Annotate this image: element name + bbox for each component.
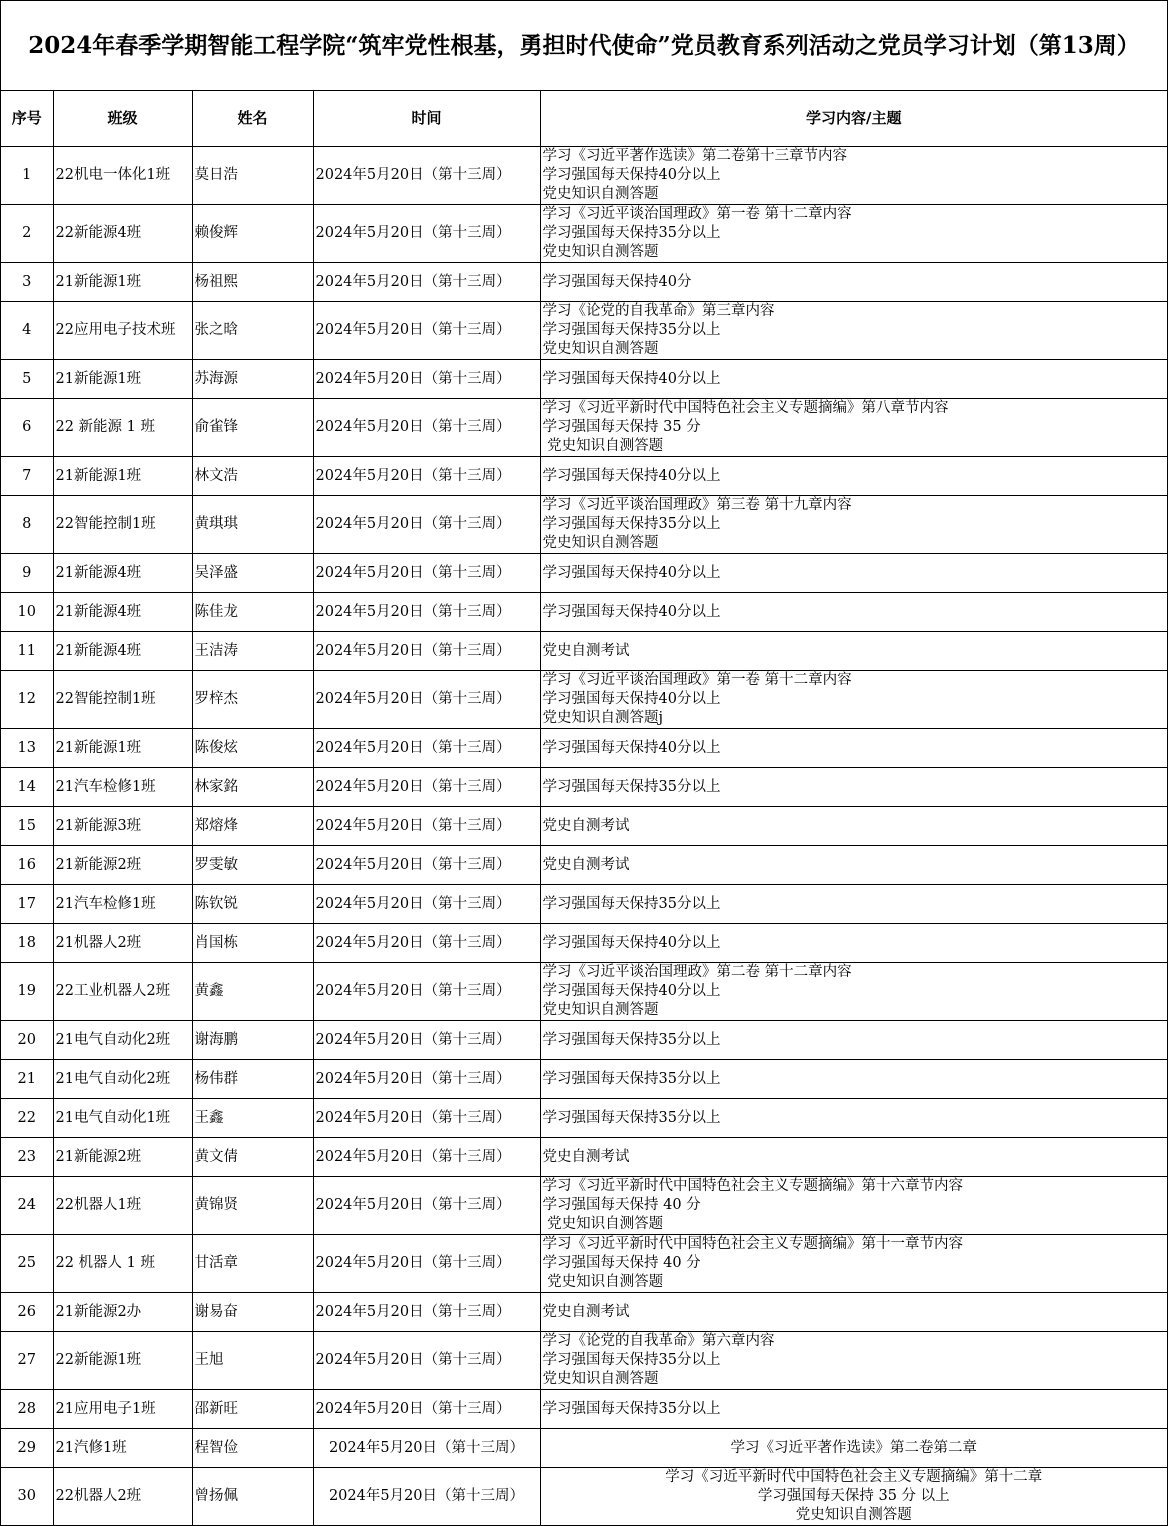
content-line: 党史知识自测答题: [542, 1274, 664, 1290]
row-time: 2024年5月20日（第十三周）: [313, 457, 540, 496]
content-line: 学习《习近平著作选读》第二卷第二章: [730, 1439, 977, 1456]
row-class: 21机器人2班: [53, 924, 192, 963]
row-time: 2024年5月20日（第十三周）: [313, 1060, 540, 1099]
row-time: 2024年5月20日（第十三周）: [313, 1293, 540, 1332]
row-name: 林家銘: [192, 768, 313, 807]
row-class: 21汽修1班: [53, 1429, 192, 1468]
table-row: [1, 1138, 1167, 1177]
row-number: 27: [1, 1332, 53, 1390]
document-title: 2024年春季学期智能工程学院“筑牢党性根基，勇担时代使命”党员教育系列活动之党员学习计划（第13周）: [1, 1, 1167, 91]
table-row: [1, 593, 1167, 632]
row-content: [540, 302, 1167, 360]
table-row: [1, 1021, 1167, 1060]
row-class: 22工业机器人2班: [53, 963, 192, 1021]
row-content: [540, 1468, 1167, 1526]
row-class: 21新能源1班: [53, 729, 192, 768]
row-number: 15: [1, 807, 53, 846]
row-name: 莫日浩: [192, 147, 313, 205]
row-time: 2024年5月20日（第十三周）: [313, 147, 540, 205]
row-time: 2024年5月20日（第十三周）: [313, 671, 540, 729]
row-time: 2024年5月20日（第十三周）: [313, 1021, 540, 1060]
row-content: [540, 147, 1167, 205]
row-class: 21汽车检修1班: [53, 768, 192, 807]
row-number: 3: [1, 263, 53, 302]
row-content: [540, 457, 1167, 496]
content-line: 学习强国每天保持35分以上: [542, 225, 721, 241]
content-line: 学习强国每天保持40分以上: [542, 167, 721, 183]
row-content: [540, 263, 1167, 302]
row-content: [540, 1293, 1167, 1332]
table-row: [1, 1060, 1167, 1099]
table-row: [1, 768, 1167, 807]
row-content: [540, 1390, 1167, 1429]
row-content: [540, 846, 1167, 885]
row-name: 王鑫: [192, 1099, 313, 1138]
content-line: 党史知识自测答题: [542, 438, 664, 454]
row-number: 23: [1, 1138, 53, 1177]
row-content: [540, 554, 1167, 593]
content-line: 学习强国每天保持40分以上: [542, 603, 721, 620]
row-content: [540, 1177, 1167, 1235]
table-row: [1, 496, 1167, 554]
row-name: 罗雯敏: [192, 846, 313, 885]
content-line: 学习强国每天保持40分以上: [542, 467, 721, 484]
row-content: [540, 1021, 1167, 1060]
row-name: 陈俊炫: [192, 729, 313, 768]
table-row: [1, 205, 1167, 263]
row-time: 2024年5月20日（第十三周）: [313, 302, 540, 360]
row-number: 25: [1, 1235, 53, 1293]
row-content: [540, 632, 1167, 671]
row-number: 5: [1, 360, 53, 399]
row-content: [540, 1138, 1167, 1177]
row-number: 7: [1, 457, 53, 496]
row-time: 2024年5月20日（第十三周）: [313, 263, 540, 302]
content-line: 党史自测考试: [542, 642, 630, 659]
row-content: [540, 885, 1167, 924]
row-number: 30: [1, 1468, 53, 1526]
row-class: 21电气自动化1班: [53, 1099, 192, 1138]
content-line: 党史知识自测答题: [542, 244, 659, 260]
table-row: [1, 457, 1167, 496]
row-class: 21新能源3班: [53, 807, 192, 846]
table-row: [1, 1235, 1167, 1293]
table-row: [1, 924, 1167, 963]
content-line: 党史知识自测答题: [542, 1002, 659, 1018]
row-class: 21新能源4班: [53, 554, 192, 593]
row-class: 21电气自动化2班: [53, 1060, 192, 1099]
row-name: 肖国栋: [192, 924, 313, 963]
row-name: 林文浩: [192, 457, 313, 496]
table-row: [1, 1429, 1167, 1468]
row-class: 22应用电子技术班: [53, 302, 192, 360]
row-class: 22新能源4班: [53, 205, 192, 263]
row-time: 2024年5月20日（第十三周）: [313, 729, 540, 768]
content-line: 学习强国每天保持35分以上: [542, 1070, 721, 1087]
row-time: 2024年5月20日（第十三周）: [313, 885, 540, 924]
row-time: 2024年5月20日（第十三周）: [313, 1138, 540, 1177]
study-plan-table: [1, 91, 1167, 1526]
row-time: 2024年5月20日（第十三周）: [313, 1390, 540, 1429]
row-class: 21新能源1班: [53, 263, 192, 302]
row-class: 22机器人2班: [53, 1468, 192, 1526]
content-line: 学习强国每天保持40分以上: [542, 983, 721, 999]
row-class: 21新能源1班: [53, 457, 192, 496]
row-content: [540, 593, 1167, 632]
row-name: 罗梓杰: [192, 671, 313, 729]
table-row: [1, 1332, 1167, 1390]
content-line: 学习强国每天保持35分以上: [542, 778, 721, 795]
row-number: 22: [1, 1099, 53, 1138]
content-line: 学习《习近平谈治国理政》第一卷 第十二章内容: [542, 672, 852, 688]
row-time: 2024年5月20日（第十三周）: [313, 1099, 540, 1138]
row-time: 2024年5月20日（第十三周）: [313, 593, 540, 632]
row-class: 22 机器人 1 班: [53, 1235, 192, 1293]
row-class: 22智能控制1班: [53, 496, 192, 554]
row-number: 9: [1, 554, 53, 593]
table-row: [1, 729, 1167, 768]
row-number: 24: [1, 1177, 53, 1235]
row-number: 8: [1, 496, 53, 554]
row-name: 王洁涛: [192, 632, 313, 671]
row-content: [540, 768, 1167, 807]
table-row: [1, 671, 1167, 729]
row-time: 2024年5月20日（第十三周）: [313, 1235, 540, 1293]
content-line: 学习《论党的自我革命》第三章内容: [542, 303, 775, 319]
table-row: [1, 263, 1167, 302]
header-row: [1, 91, 1167, 147]
content-line: 学习强国每天保持 40 分: [542, 1197, 701, 1213]
row-content: [540, 399, 1167, 457]
content-line: 党史知识自测答题: [542, 1371, 659, 1387]
row-content: [540, 1429, 1167, 1468]
content-line: 学习强国每天保持40分以上: [542, 739, 721, 756]
content-line: 学习强国每天保持40分以上: [542, 934, 721, 951]
row-class: 22机电一体化1班: [53, 147, 192, 205]
row-number: 16: [1, 846, 53, 885]
content-line: 学习强国每天保持40分以上: [542, 370, 721, 387]
row-number: 17: [1, 885, 53, 924]
row-name: 曾扬佩: [192, 1468, 313, 1526]
row-number: 19: [1, 963, 53, 1021]
header-content: 学习内容/主题: [540, 91, 1167, 147]
row-name: 杨祖熙: [192, 263, 313, 302]
row-content: [540, 1332, 1167, 1390]
content-line: 学习《习近平新时代中国特色社会主义专题摘编》第十一章节内容: [542, 1236, 963, 1252]
content-line: 党史自测考试: [542, 1303, 630, 1320]
row-time: 2024年5月20日（第十三周）: [313, 924, 540, 963]
content-line: 党史知识自测答题j: [542, 710, 663, 726]
row-number: 1: [1, 147, 53, 205]
content-line: 学习《习近平新时代中国特色社会主义专题摘编》第十二章: [665, 1469, 1043, 1485]
content-line: 学习强国每天保持40分以上: [542, 564, 721, 581]
row-content: [540, 205, 1167, 263]
row-time: 2024年5月20日（第十三周）: [313, 846, 540, 885]
row-number: 21: [1, 1060, 53, 1099]
row-class: 22机器人1班: [53, 1177, 192, 1235]
row-time: 2024年5月20日（第十三周）: [313, 554, 540, 593]
row-name: 谢易奋: [192, 1293, 313, 1332]
row-name: 俞雀锋: [192, 399, 313, 457]
row-class: 21新能源4班: [53, 593, 192, 632]
content-line: 学习强国每天保持35分以上: [542, 516, 721, 532]
row-name: 苏海源: [192, 360, 313, 399]
row-name: 张之晗: [192, 302, 313, 360]
row-content: [540, 729, 1167, 768]
row-time: 2024年5月20日（第十三周）: [313, 205, 540, 263]
row-class: 21汽车检修1班: [53, 885, 192, 924]
header-time: 时间: [313, 91, 540, 147]
row-name: 郑熔烽: [192, 807, 313, 846]
content-line: 学习强国每天保持35分以上: [542, 1031, 721, 1048]
row-content: [540, 924, 1167, 963]
row-content: [540, 807, 1167, 846]
row-class: 21新能源2班: [53, 846, 192, 885]
row-class: 22智能控制1班: [53, 671, 192, 729]
row-number: 14: [1, 768, 53, 807]
table-row: [1, 147, 1167, 205]
table-row: [1, 963, 1167, 1021]
content-line: 学习《习近平谈治国理政》第二卷 第十二章内容: [542, 964, 852, 980]
table-row: [1, 399, 1167, 457]
row-number: 20: [1, 1021, 53, 1060]
row-name: 黄鑫: [192, 963, 313, 1021]
content-line: 学习《习近平谈治国理政》第三卷 第十九章内容: [542, 497, 852, 513]
content-line: 学习强国每天保持35分以上: [542, 322, 721, 338]
row-number: 10: [1, 593, 53, 632]
row-time: 2024年5月20日（第十三周）: [313, 768, 540, 807]
row-class: 21电气自动化2班: [53, 1021, 192, 1060]
content-line: 学习强国每天保持 35 分 以上: [757, 1488, 950, 1504]
row-time: 2024年5月20日（第十三周）: [313, 1429, 540, 1468]
table-row: [1, 807, 1167, 846]
content-line: 党史知识自测答题: [542, 186, 659, 202]
row-name: 谢海鹏: [192, 1021, 313, 1060]
content-line: 党史自测考试: [542, 856, 630, 873]
row-time: 2024年5月20日（第十三周）: [313, 496, 540, 554]
content-line: 党史自测考试: [542, 817, 630, 834]
row-content: [540, 963, 1167, 1021]
row-name: 甘活章: [192, 1235, 313, 1293]
row-time: 2024年5月20日（第十三周）: [313, 1177, 540, 1235]
row-class: 21新能源4班: [53, 632, 192, 671]
row-time: 2024年5月20日（第十三周）: [313, 963, 540, 1021]
row-content: [540, 1235, 1167, 1293]
row-content: [540, 671, 1167, 729]
table-row: [1, 302, 1167, 360]
table-row: [1, 1293, 1167, 1332]
content-line: 学习强国每天保持40分以上: [542, 691, 721, 707]
table-body: [1, 147, 1167, 1526]
row-name: 王旭: [192, 1332, 313, 1390]
table-row: [1, 885, 1167, 924]
row-content: [540, 496, 1167, 554]
row-number: 18: [1, 924, 53, 963]
row-content: [540, 1099, 1167, 1138]
content-line: 学习强国每天保持35分以上: [542, 1109, 721, 1126]
row-content: [540, 1060, 1167, 1099]
row-class: 21新能源1班: [53, 360, 192, 399]
header-name: 姓名: [192, 91, 313, 147]
header-class: 班级: [53, 91, 192, 147]
table-row: [1, 360, 1167, 399]
row-class: 21应用电子1班: [53, 1390, 192, 1429]
row-content: [540, 360, 1167, 399]
content-line: 党史知识自测答题: [795, 1507, 912, 1523]
table-row: [1, 554, 1167, 593]
row-time: 2024年5月20日（第十三周）: [313, 1332, 540, 1390]
row-number: 2: [1, 205, 53, 263]
table-row: [1, 1099, 1167, 1138]
table-row: [1, 1468, 1167, 1526]
content-line: 学习《习近平新时代中国特色社会主义专题摘编》第八章节内容: [542, 400, 949, 416]
content-line: 学习《论党的自我革命》第六章内容: [542, 1333, 775, 1349]
row-name: 程智俭: [192, 1429, 313, 1468]
row-class: 22新能源1班: [53, 1332, 192, 1390]
row-number: 12: [1, 671, 53, 729]
row-class: 21新能源2班: [53, 1138, 192, 1177]
content-line: 党史自测考试: [542, 1148, 630, 1165]
row-number: 4: [1, 302, 53, 360]
row-name: 陈佳龙: [192, 593, 313, 632]
table-row: [1, 846, 1167, 885]
content-line: 学习《习近平谈治国理政》第一卷 第十二章内容: [542, 206, 852, 222]
row-class: 22 新能源 1 班: [53, 399, 192, 457]
row-name: 吴泽盛: [192, 554, 313, 593]
row-time: 2024年5月20日（第十三周）: [313, 399, 540, 457]
row-name: 黄锦贤: [192, 1177, 313, 1235]
content-line: 学习《习近平著作选读》第二卷第十三章节内容: [542, 148, 847, 164]
row-time: 2024年5月20日（第十三周）: [313, 360, 540, 399]
row-name: 杨伟群: [192, 1060, 313, 1099]
content-line: 学习强国每天保持 40 分: [542, 1255, 701, 1271]
content-line: 学习强国每天保持35分以上: [542, 1400, 721, 1417]
row-name: 黄文倩: [192, 1138, 313, 1177]
content-line: 学习强国每天保持 35 分: [542, 419, 701, 435]
row-number: 11: [1, 632, 53, 671]
content-line: 学习强国每天保持35分以上: [542, 895, 721, 912]
row-time: 2024年5月20日（第十三周）: [313, 1468, 540, 1526]
table-row: [1, 1390, 1167, 1429]
row-name: 黄琪琪: [192, 496, 313, 554]
table-row: [1, 632, 1167, 671]
content-line: 党史知识自测答题: [542, 535, 659, 551]
row-class: 21新能源2办: [53, 1293, 192, 1332]
row-time: 2024年5月20日（第十三周）: [313, 632, 540, 671]
content-line: 学习《习近平新时代中国特色社会主义专题摘编》第十六章节内容: [542, 1178, 963, 1194]
header-no: 序号: [1, 91, 53, 147]
content-line: 学习强国每天保持40分: [542, 273, 692, 290]
content-line: 学习强国每天保持35分以上: [542, 1352, 721, 1368]
row-number: 6: [1, 399, 53, 457]
row-name: 邵新旺: [192, 1390, 313, 1429]
content-line: 党史知识自测答题: [542, 341, 659, 357]
row-name: 赖俊辉: [192, 205, 313, 263]
content-line: 党史知识自测答题: [542, 1216, 664, 1232]
row-number: 13: [1, 729, 53, 768]
row-name: 陈钦锐: [192, 885, 313, 924]
table-row: [1, 1177, 1167, 1235]
row-time: 2024年5月20日（第十三周）: [313, 807, 540, 846]
row-number: 26: [1, 1293, 53, 1332]
row-number: 28: [1, 1390, 53, 1429]
row-number: 29: [1, 1429, 53, 1468]
